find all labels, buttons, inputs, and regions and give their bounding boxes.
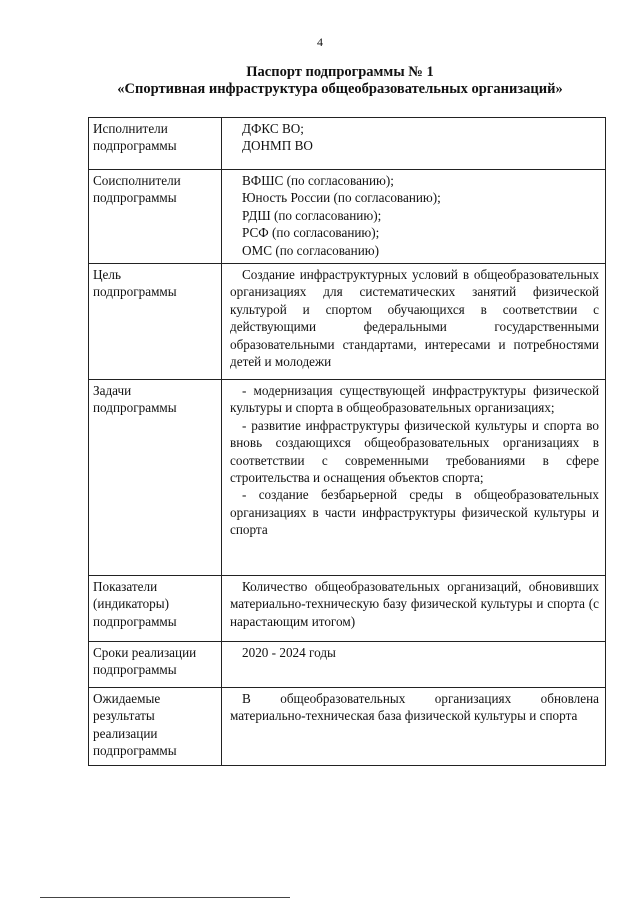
footer-divider — [40, 897, 290, 898]
title-line-2: «Спортивная инфраструктура общеобразовательных организаций» — [117, 81, 563, 97]
value-line: ОМС (по согласованию) — [242, 242, 380, 258]
row-label — [89, 170, 222, 264]
label-line: результаты — [93, 708, 155, 724]
label-line: Задачи — [93, 383, 132, 399]
value-line: ДФКС ВО; — [242, 121, 304, 136]
table-row — [89, 688, 606, 766]
label-line: реализации — [93, 725, 158, 741]
row-value — [222, 264, 606, 380]
label-line: Цель — [93, 267, 121, 283]
title-line-1: Паспорт подпрограммы № 1 — [246, 64, 434, 80]
label-line: подпрограммы — [93, 400, 177, 416]
label-line: подпрограммы — [93, 284, 177, 300]
table-row — [89, 170, 606, 264]
row-value — [222, 688, 606, 766]
passport-table — [88, 117, 606, 766]
table-row — [89, 642, 606, 688]
value-line: РСФ (по согласованию); — [242, 225, 380, 241]
label-line: Исполнители — [93, 121, 168, 136]
value-line: ВФШС (по согласованию); — [242, 173, 394, 188]
value-paragraph: Создание инфраструктурных условий в общеобразовательных организациях для систематических занятий физической культурой и спортом обучающихся в соответствии с действующими федеральными государственными образовательными стандартами, интересами и потребностями детей и молодежи — [230, 267, 599, 370]
row-label — [89, 642, 222, 688]
value-line: ДОНМП ВО — [242, 138, 313, 154]
label-line: подпрограммы — [93, 662, 177, 678]
row-value — [222, 380, 606, 576]
label-line: подпрограммы — [93, 743, 177, 759]
row-label — [89, 576, 222, 642]
value-line: РДШ (по согласованию); — [242, 207, 382, 223]
row-value — [222, 118, 606, 170]
row-label — [89, 118, 222, 170]
row-value — [222, 170, 606, 264]
label-line: Соисполнители — [93, 173, 181, 188]
page-number: 4 — [317, 35, 323, 49]
table-row — [89, 264, 606, 380]
label-line: (индикаторы) — [93, 596, 170, 612]
label-line: Ожидаемые — [93, 691, 161, 707]
label-line: подпрограммы — [93, 613, 177, 629]
value-paragraph: - развитие инфраструктуры физической культуры и спорта во вновь создающихся общеобразовательных организациях в соответствии с современными требованиями в сфере строительства и оснащения объектов спорта; — [230, 417, 599, 486]
label-line: подпрограммы — [93, 190, 177, 206]
label-line: подпрограммы — [93, 138, 177, 154]
row-value — [222, 576, 606, 642]
label-line: Показатели — [93, 579, 158, 595]
value-paragraph: В общеобразовательных организациях обновлена материально-техническая база физической культуры и спорта — [230, 691, 599, 724]
value-line: Юность России (по согласованию); — [242, 190, 441, 206]
row-value — [222, 642, 606, 688]
table-row — [89, 380, 606, 576]
label-line: Сроки реализации — [93, 645, 197, 661]
row-label — [89, 264, 222, 380]
row-label — [89, 688, 222, 766]
table-row — [89, 576, 606, 642]
value-line: 2020 - 2024 годы — [242, 645, 336, 661]
value-paragraph: - модернизация существующей инфраструктуры физической культуры и спорта в общеобразовательных организациях; — [230, 383, 599, 416]
value-paragraph: Количество общеобразовательных организаций, обновивших материально-техническую базу физической культуры и спорта (с нарастающим итогом) — [230, 579, 599, 629]
table-row — [89, 118, 606, 170]
row-label — [89, 380, 222, 576]
document-title — [40, 64, 640, 98]
value-paragraph: - создание безбарьерной среды в общеобразовательных организациях в части инфраструктуры физической культуры и спорта — [230, 487, 599, 538]
